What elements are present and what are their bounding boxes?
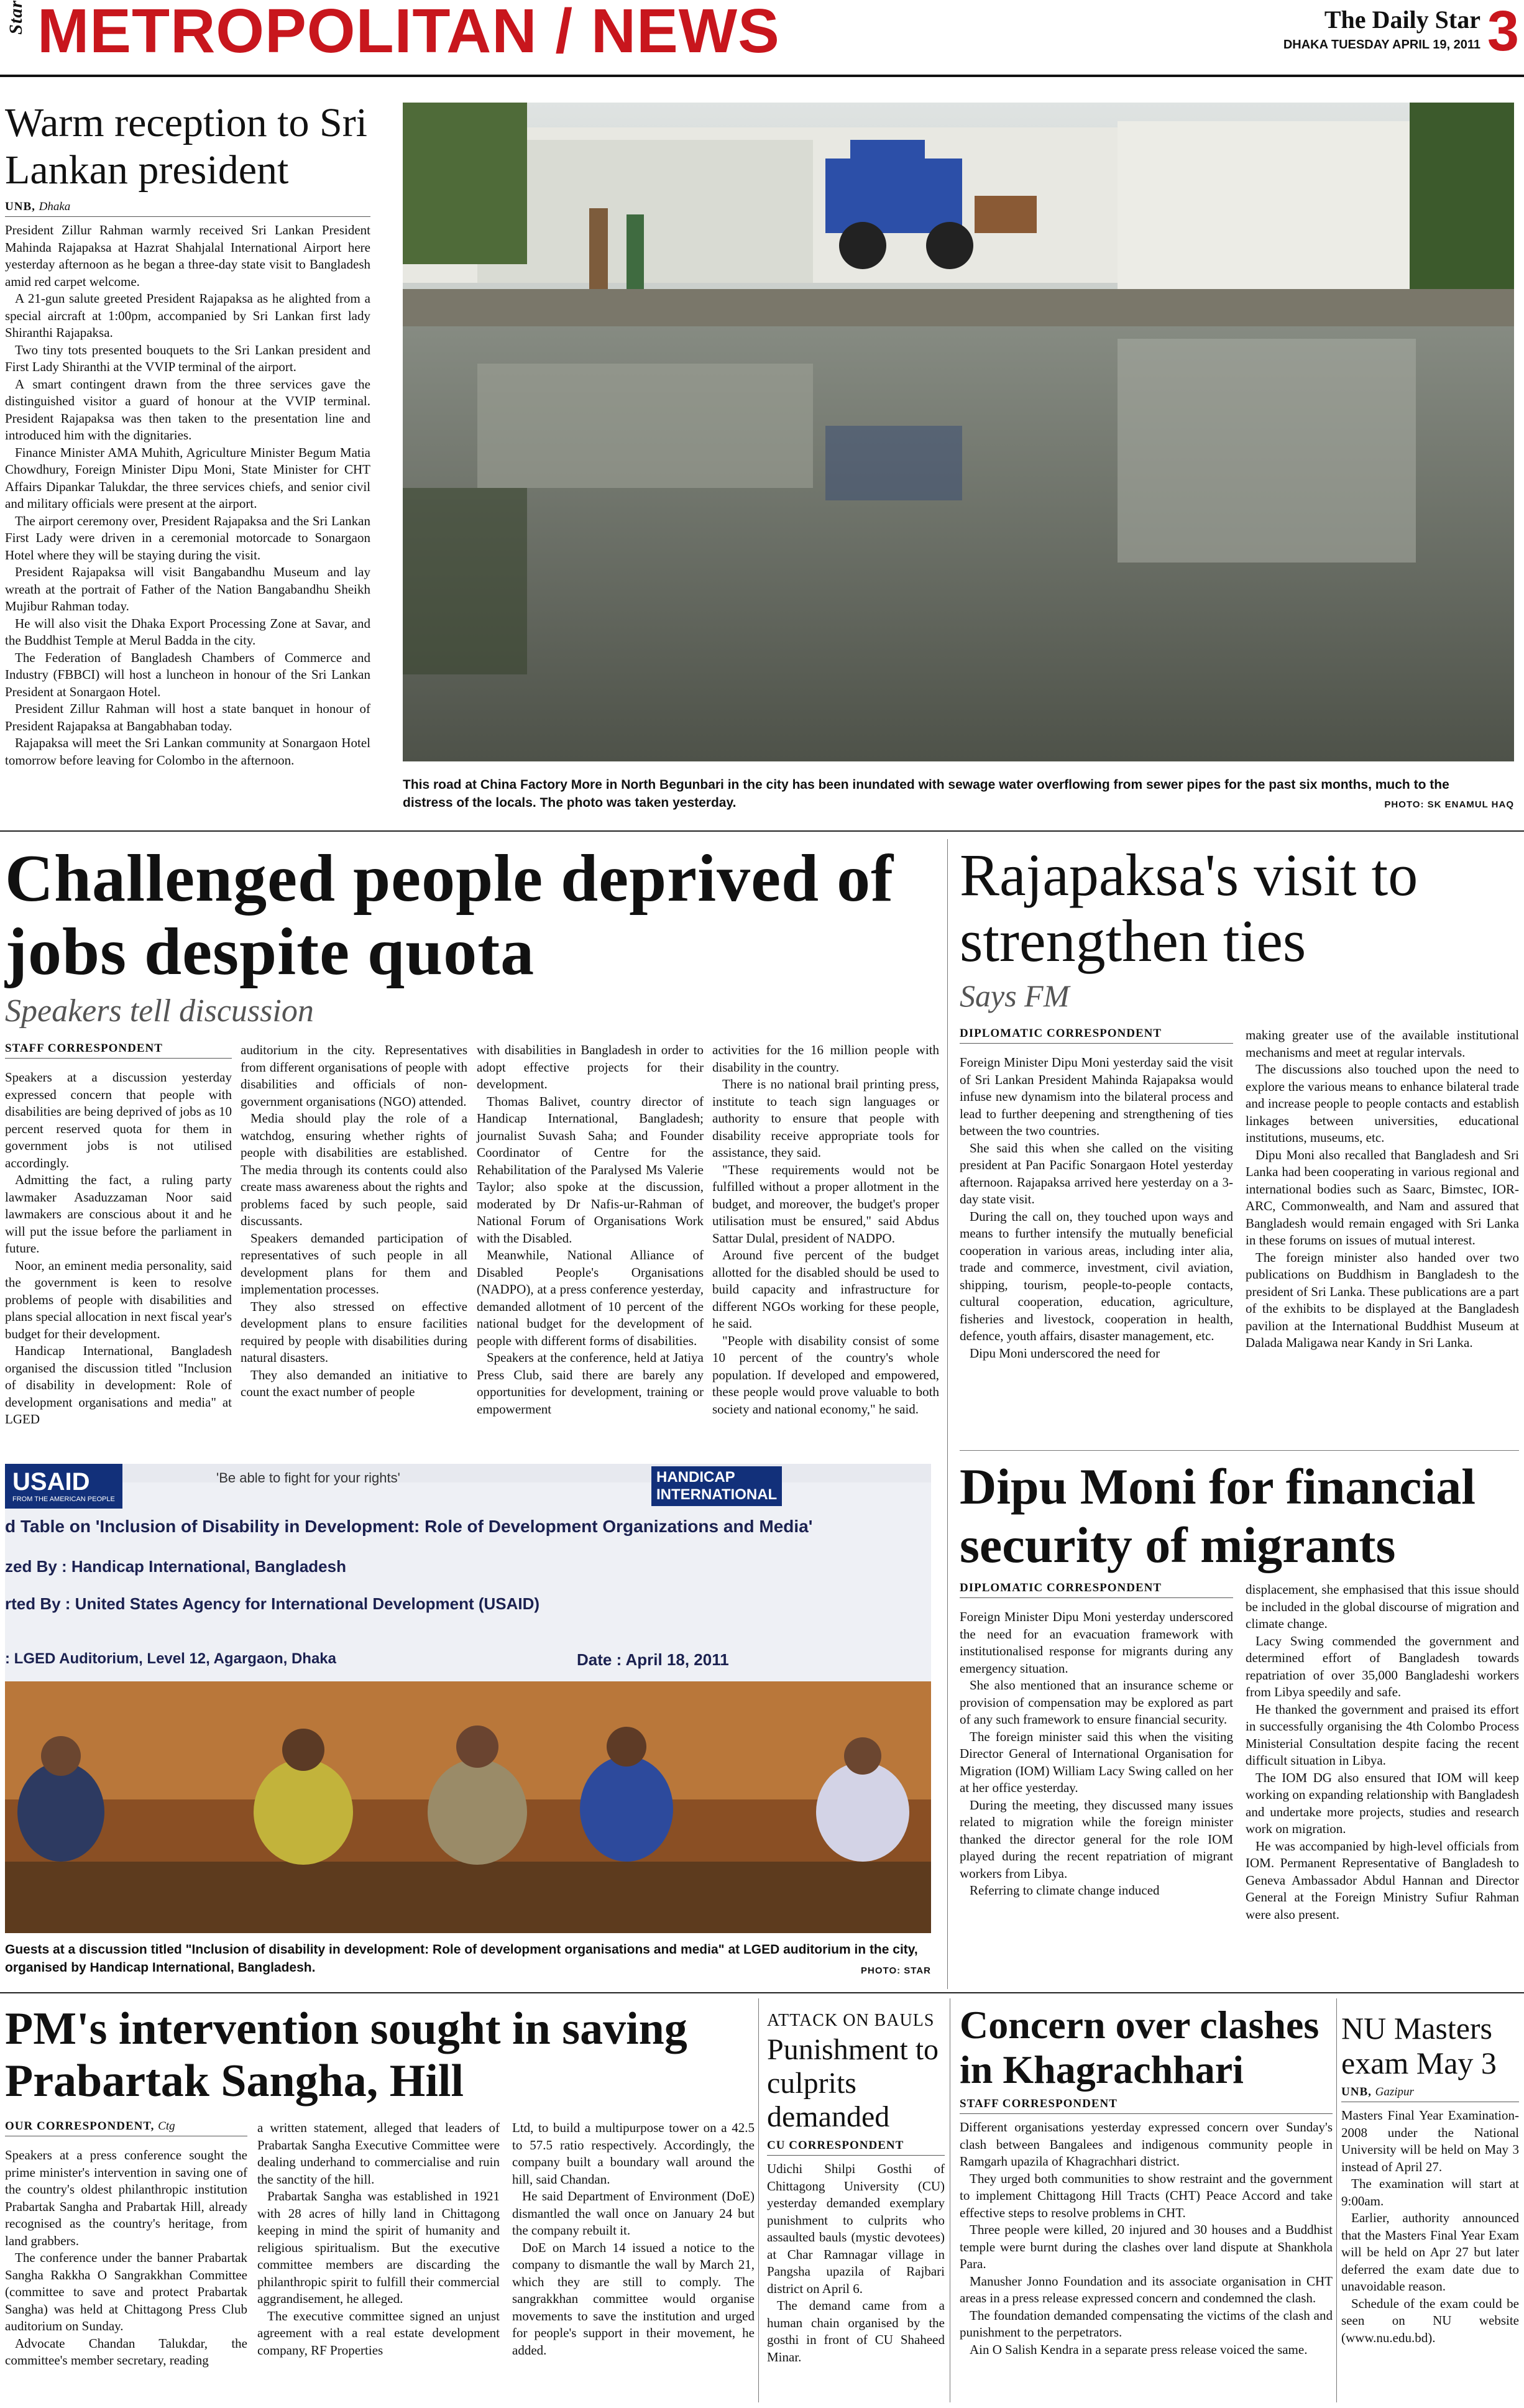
section-rule [0, 1992, 1524, 1993]
masthead [1283, 5, 1480, 52]
byline-place: Ctg [158, 2120, 175, 2133]
paragraph: The airport ceremony over, President Rajapaksa and the Sri Lankan First Lady were driven in a ceremonial motorcade to Sonargaon Hotel where they will be staying during the visit. [5, 513, 370, 563]
story-nu-masters-exam [1341, 2011, 1519, 2346]
column-rule [1336, 1998, 1337, 2402]
byline [5, 2120, 247, 2136]
headline: Punishment to culprits demanded [767, 2033, 939, 2133]
story-column-2 [1246, 1581, 1519, 1923]
story-byline [960, 1027, 1233, 1049]
flooded-road-photo [403, 103, 1514, 761]
paragraph: Ltd, to build a multipurpose tower on a 42.5 to 57.5 ratio respectively. Accordingly, the company built a boundary wall around the hill, said Chandan. [512, 2120, 755, 2187]
banner-handicap-logo: HANDICAP INTERNATIONAL [651, 1466, 782, 1506]
paragraph: President Zillur Rahman warmly received Sri Lankan President Mahinda Rajapaksa at Hazrat Shahjalal International Airport here yesterday afternoon as he began a three-day state visit to Bangladesh amid red carpet welcome. [5, 223, 370, 289]
paragraph: Speakers at a discussion yesterday expressed concern that people with disabilities are being deprived of jobs as 10 percent reserved quota for them in government jobs is not utilised accordingly. [5, 1070, 232, 1170]
flooded-road-credit: PHOTO: SK ENAMUL HAQ [1384, 799, 1514, 810]
paragraph: He thanked the government and praised its effort in successfully organising the 4th Colombo Process Ministerial Consultation despite facing the recent difficult situation in Libya. [1246, 1701, 1519, 1768]
byline-place: Gazipur [1375, 2085, 1414, 2098]
story-column-3 [512, 2120, 755, 2359]
story-column-2 [1246, 1027, 1519, 1352]
headline: Challenged people deprived of jobs despite quota [5, 842, 894, 989]
headline: PM's intervention sought in saving Prabartak Sangha, Hill [5, 2003, 687, 2107]
paragraph: She also mentioned that an insurance scheme or provision of compensation may be explored as part of any such framework to ensure financial security. [960, 1678, 1233, 1727]
paragraph: "People with disability consist of some 10 percent of the country's whole population. If developed and empowered, these people would prove valuable to both society and national economy," he said. [712, 1333, 939, 1417]
story-body [5, 222, 370, 769]
paragraph: The foreign minister also handed over two publications on Buddhism in Bangladesh to the president of Sri Lanka. These publications are a part of the exhibits to be displayed at the Bangladesh pavilion at the International Buddhist Museum at Dalada Maligawa near Kandy in Sri Lanka. [1246, 1249, 1519, 1350]
byline [1341, 2085, 1519, 2102]
paragraph: with disabilities in Bangladesh in order to adopt effective projects for their development. [477, 1042, 704, 1091]
story-challenged-people [5, 842, 937, 1029]
paragraph: She said this when she called on the visiting president at Pan Pacific Sonargaon Hotel yesterday afternoon. Rajapaksa arrived here yesterday on a 3-day state visit. [960, 1140, 1233, 1206]
discussion-photo [5, 1464, 931, 1933]
byline-org: UNB, [1341, 2085, 1372, 2098]
paragraph: Earlier, authority announced that the Masters Final Year Exam will be held on Apr 27 but later deferred the exam date due to unavoidable reason. [1341, 2210, 1519, 2294]
masthead-mark: Star [6, 0, 26, 35]
paragraph: Foreign Minister Dipu Moni yesterday underscored the need for an evacuation framework with institutionalised response for migrants during any emergency situation. [960, 1609, 1233, 1676]
story-byline [960, 1581, 1233, 1603]
story-byline [5, 1042, 232, 1064]
paragraph: During the call on, they touched upon ways and means to further intensify the mutually beneficial cooperation in various areas, including inter alia, trade and commerce, investment, civil aviation, shipping, tourism, people-to-people contacts, cultural cooperation, education, agriculture, fisheries and livestock, cooperation in health, defence, youth affairs, disaster management, etc. [960, 1208, 1233, 1343]
paragraph: DoE on March 14 issued a notice to the company to dismantle the wall by March 21, which they are still to comply. The sangrakkhan committee would organise movements to save the institution and urged for people's support in their movement, he added. [512, 2240, 755, 2358]
column-rule [758, 1998, 759, 2402]
paragraph: The Federation of Bangladesh Chambers of Commerce and Industry (FBBCI) will host a luncheon in honour of the Sri Lankan President at Sonargaon Hotel. [5, 650, 370, 699]
story-column-3 [477, 1042, 704, 1418]
paragraph: Three people were killed, 20 injured and 30 houses and a Buddhist temple were burnt during the clashes over land dispute at Shankhola Para. [960, 2222, 1333, 2271]
paragraph: There is no national brail printing press, institute to teach sign languages or authority to ensure that people with disability receive appropriate tools for assistance, they said. [712, 1077, 939, 1160]
paragraph: auditorium in the city. Representatives from different organisations of people with disabilities and officials of non-government organisations (NGO) attended. [241, 1042, 467, 1109]
paragraph: President Rajapaksa will visit Bangabandhu Museum and lay wreath at the portrait of Father of the Nation Bangabandhu Sheikh Mujibur Rahman today. [5, 564, 370, 613]
headline: Rajapaksa's visit to strengthen ties [960, 842, 1418, 974]
paragraph: a written statement, alleged that leaders of Prabartak Sangha Executive Committee were dealing underhand to commercialise and ruin the sanctity of the hill. [257, 2120, 500, 2187]
discussion-credit: PHOTO: STAR [861, 1965, 931, 1976]
paragraph: activities for the 16 million people with disability in the country. [712, 1042, 939, 1075]
banner-line-4: : LGED Auditorium, Level 12, Agargaon, Dhaka [5, 1650, 336, 1667]
paragraph: The foundation demanded compensating the victims of the clash and punishment to the perpetrators. [960, 2307, 1333, 2340]
section-header [6, 0, 780, 68]
story-column-1 [5, 2147, 247, 2369]
paragraph: They also stressed on effective development plans to ensure facilities required by people with disabilities during natural disasters. [241, 1298, 467, 1365]
banner-line-2: zed By : Handicap International, Bangladesh [5, 1557, 346, 1576]
paragraph: The foreign minister said this when the visiting Director General of International Organisation for Migration (IOM) William Lacy Swing called on her at her office yesterday. [960, 1729, 1233, 1795]
flooded-road-illustration [403, 103, 1514, 761]
paragraph: Speakers at a press conference sought the prime minister's intervention in saving one of the country's oldest philanthropic institution Prabartak Sangha and Prabartak Hill, already recognised as the country's heritage, from land grabbers. [5, 2148, 247, 2248]
paragraph: Udichi Shilpi Gosthi of Chittagong University (CU) yesterday demanded exemplary punishment to culprits who assaulted bauls (mystic devotees) at Char Ramnagar village in Pangsha upazila of Rajbari district on April 6. [767, 2161, 945, 2296]
paragraph: Dipu Moni underscored the need for [970, 1345, 1160, 1361]
paragraph: The conference under the banner Prabartak Sangha Rakkha O Sangrakkhan Committee (committee to save and protect Prabartak Sangha) was held at Chittagong Press Club auditorium on Sunday. [5, 2250, 247, 2333]
byline: DIPLOMATIC CORRESPONDENT [960, 1581, 1233, 1598]
header-rule [0, 75, 1524, 77]
story-column-4 [712, 1042, 939, 1418]
headline: Warm reception to Sri Lankan president [5, 100, 368, 193]
story-column-1 [5, 1069, 232, 1428]
paragraph: The executive committee signed an unjust agreement with a real estate development company, RF Properties [257, 2308, 500, 2358]
paragraph: Advocate Chandan Talukdar, the committee's member secretary, reading [5, 2335, 247, 2368]
paragraph: The demand came from a human chain organised by the gosthi in front of CU Shaheed Minar. [767, 2298, 945, 2364]
paragraph: Meanwhile, National Alliance of Disabled People's Organisations (NADPO), at a press conference yesterday, demanded allotment of 10 percent of the national budget for the development of people with different forms of disabilities. [477, 1248, 704, 1348]
story-body [960, 2119, 1333, 2358]
byline: STAFF CORRESPONDENT [960, 2097, 1333, 2114]
paragraph: President Zillur Rahman will host a state banquet in honour of President Rajapaksa at Bangabhaban today. [5, 701, 370, 733]
kicker: ATTACK ON BAULS [767, 2011, 935, 2030]
page-number: 3 [1487, 0, 1519, 63]
paragraph: Admitting the fact, a ruling party lawmaker Asaduzzaman Noor said lawmakers are conscious about it and he will put the issue before the parliament in future. [5, 1172, 232, 1256]
story-warm-reception [5, 99, 370, 769]
paragraph: Foreign Minister Dipu Moni yesterday said the visit of Sri Lankan President Mahinda Rajapaksa would infuse new dynamism into the bilateral process and lead to further deepening and strengthening of ties between the two countries. [960, 1055, 1233, 1138]
story-byline [5, 2120, 247, 2141]
column-rule [947, 839, 948, 1989]
paragraph: The examination will start at 9:00am. [1341, 2176, 1519, 2208]
byline-org: UNB, [5, 200, 35, 213]
story-prabartak-sangha [5, 2003, 757, 2107]
story-attack-on-bauls [767, 2011, 945, 2366]
paragraph: The IOM DG also ensured that IOM will keep working on expanding relationship with Bangladesh and undertake more projects, studies and research work on migration. [1246, 1770, 1519, 1836]
story-column-2 [241, 1042, 467, 1401]
story-khagrachhari-clashes [960, 2003, 1333, 2358]
banner-line-1: d Table on 'Inclusion of Disability in Development: Role of Development Organizations and Media' [5, 1517, 813, 1536]
paragraph: A smart contingent drawn from the three services gave the distinguished visitor a guard of honour at the VVIP terminal. President Rajapaksa was then taken to the presentation line and introduced him with the dignitaries. [5, 376, 370, 443]
kicker: Speakers tell discussion [5, 993, 314, 1029]
banner-slogan: 'Be able to fight for your rights' [216, 1470, 400, 1486]
paragraph: Noor, an eminent media personality, said the government is keen to resolve problems of people with disabilities and plans special allocation in next fiscal year's budget for their development. [5, 1257, 232, 1341]
banner-usaid-logo [5, 1464, 122, 1509]
usaid-sublabel: FROM THE AMERICAN PEOPLE [12, 1496, 115, 1503]
headline: NU Masters exam May 3 [1341, 2011, 1497, 2080]
section-rule [0, 830, 1524, 832]
paragraph: Thomas Balivet, country director of Handicap International, Bangladesh; journalist Suvash Saha; and Founder Coordinator of Centre for the Rehabilitation of the Paralysed Ms Valerie Taylor; also spoke at the discussion, moderated by Dr Nafis-ur-Rahman of National Forum of Organisations Work with the Disabled. [477, 1093, 704, 1246]
story-column-1 [960, 1054, 1233, 1362]
paragraph: He said Department of Environment (DoE) dismantled the wall once on January 24 but the company rebuilt it. [512, 2189, 755, 2238]
paragraph: Finance Minister AMA Muhith, Agriculture Minister Begum Matia Chowdhury, Foreign Minister Dipu Moni, State Minister for CHT Affairs Dipankar Talukdar, the three services chiefs, and senior civil and military officials were present at the airport. [5, 444, 370, 511]
discussion-caption: Guests at a discussion titled "Inclusion of disability in development: Role of development organisations and media" at LGED auditorium in the city, organised by Handicap International, Bangladesh. [5, 1942, 918, 1975]
paragraph: Ain O Salish Kendra in a separate press release voiced the same. [970, 2341, 1308, 2357]
flooded-road-caption: This road at China Factory More in North Begunbari in the city has been inundated with sewage water overflowing from sewer pipes for the past six months, much to the distress of the locals. The photo was taken yesterday. [403, 778, 1449, 810]
paragraph: Referring to climate change induced [970, 1883, 1160, 1898]
paragraph: Schedule of the exam could be seen on NU website (www.nu.edu.bd). [1341, 2295, 1519, 2345]
issue-date: DHAKA TUESDAY APRIL 19, 2011 [1283, 38, 1480, 52]
byline-place: Dhaka [39, 200, 71, 213]
story-rule [960, 1450, 1519, 1451]
story-dipu-moni-migrants [960, 1458, 1519, 1574]
paragraph: Lacy Swing commended the government and determined effort of Bangladesh towards repatriation of over 35,000 Bangladeshi workers from Libya speedily and safe. [1246, 1633, 1519, 1699]
paragraph: Around five percent of the budget allotted for the disabled should be used to build capacity and infrastructure for different NGOs working for these people, he said. [712, 1248, 939, 1331]
headline: Concern over clashes in Khagrachhari [960, 2003, 1320, 2092]
paragraph: Dipu Moni also recalled that Bangladesh and Sri Lanka had been cooperating in various regional and international bodies such as Saarc, Bimstec, IOR-ARC, Commonwealth, and Nam and assured that Bangladesh would remain engaged with Sri Lanka in these forums on issues of mutual interest. [1246, 1147, 1519, 1248]
paragraph: Two tiny tots presented bouquets to the Sri Lankan president and First Lady Shiranthi at the VVIP terminal of the airport. [5, 342, 370, 374]
paragraph: Speakers demanded participation of representatives of such people in all development plans for them and implementation processes. [241, 1230, 467, 1297]
byline-org: OUR CORRESPONDENT, [5, 2120, 155, 2133]
paragraph: Speakers at the conference, held at Jatiya Press Club, said there are barely any opportunities for development, training or empowerment [477, 1350, 704, 1417]
paragraph: They also demanded an initiative to count the exact number of people [241, 1367, 467, 1399]
byline: DIPLOMATIC CORRESPONDENT [960, 1027, 1233, 1044]
story-body [767, 2161, 945, 2366]
paragraph: Different organisations yesterday expressed concern over Sunday's clash between Bangalees and indigenous community people in Ramgarh upazila of Khagrachhari district. [960, 2120, 1333, 2169]
paragraph: Prabartak Sangha was established in 1921 with 28 acres of hilly land in Chittagong keeping in mind the spirit of humanity and religious spiritualism. But the executive committee members are discarding the philanthropic spirit to fulfill their commercial aggrandisement, he alleged. [257, 2189, 500, 2306]
paragraph: They urged both communities to show restraint and the government to implement Chittagong Hill Tracts (CHT) Peace Accord and take effective steps to resolve problems in CHT. [960, 2171, 1333, 2220]
headline: Dipu Moni for financial security of migrants [960, 1458, 1476, 1573]
paragraph: Manusher Jonno Foundation and its associate organisation in CHT areas in a press release expressed concern and condemned the clash. [960, 2273, 1333, 2305]
paragraph: Handicap International, Bangladesh organised the discussion titled "Inclusion of disability in development: Role of development organisations and media" at LGED [5, 1343, 232, 1427]
paragraph: The discussions also touched upon the need to explore the various means to enhance bilateral trade and increase people to people contacts and establish linkages between universities, educational institutions, museums, etc. [1246, 1062, 1519, 1145]
banner-line-3: rted By : United States Agency for International Development (USAID) [5, 1594, 540, 1613]
byline: STAFF CORRESPONDENT [5, 1042, 232, 1059]
paragraph: During the meeting, they discussed many issues related to migration while the foreign minister thanked the director general for the role IOM played during the recent repatriation of migrant workers from Libya. [960, 1797, 1233, 1881]
section-title: METROPOLITAN / NEWS [37, 0, 780, 66]
story-column-1 [960, 1609, 1233, 1900]
paper-name: The Daily Star [1324, 6, 1480, 34]
paragraph: Media should play the role of a watchdog, ensuring whether rights of people with disabilities are established. The media through its contents could also create mass awareness about the rights and problems faced by such people, said discussants. [241, 1111, 467, 1228]
byline [5, 200, 370, 217]
paragraph: "These requirements would not be fulfilled without a proper allotment in the budget, and moreover, the budget's proper utilisation must be ensured," said Abdus Sattar Dulal, president of NADPO. [712, 1162, 939, 1246]
paragraph: displacement, she emphasised that this issue should be included in the global discourse of migration and climate change. [1246, 1582, 1519, 1631]
banner-date: Date : April 18, 2011 [577, 1650, 729, 1669]
byline: CU CORRESPONDENT [767, 2139, 945, 2156]
paragraph: He was accompanied by high-level officials from IOM. Permanent Representative of Bangladesh to Geneva Ambassador Abdul Hannan and Director General at the Foreign Ministry Sufiur Rahman were also present. [1246, 1838, 1519, 1922]
kicker: Says FM [960, 978, 1070, 1013]
story-body [1341, 2107, 1519, 2346]
usaid-label: USAID [12, 1468, 90, 1496]
story-column-2 [257, 2120, 500, 2359]
paragraph: making greater use of the available institutional mechanisms and meet at regular intervals. [1246, 1027, 1519, 1060]
paragraph: Rajapaksa will meet the Sri Lankan community at Sonargaon Hotel tomorrow before leaving for Colombo in the afternoon. [5, 735, 370, 768]
paragraph: Masters Final Year Examination-2008 under the National University will be held on May 3 instead of April 27. [1341, 2108, 1519, 2174]
paragraph: He will also visit the Dhaka Export Processing Zone at Savar, and the Buddhist Temple at Merul Badda in the city. [5, 615, 370, 648]
paragraph: A 21-gun salute greeted President Rajapaksa as he alighted from a special aircraft at 1:00pm, accompanied by Sri Lankan first lady Shiranthi Rajapaksa. [5, 291, 370, 340]
story-rajapaksa-visit [960, 842, 1519, 1014]
